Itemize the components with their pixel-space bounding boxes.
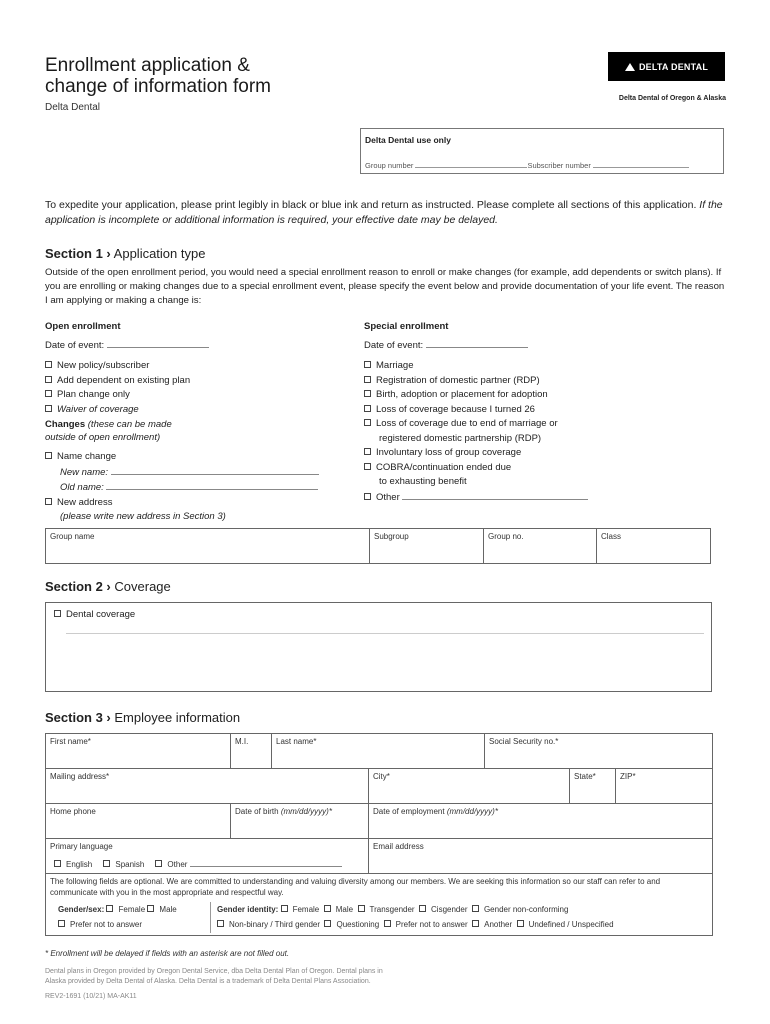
dob-label: Date of birth (mm/dd/yyyy)*	[235, 807, 332, 816]
checkbox-icon[interactable]	[472, 920, 479, 927]
language-option[interactable]: Other	[155, 860, 187, 869]
checkbox-icon[interactable]	[147, 905, 154, 912]
section-1-heading	[45, 246, 205, 261]
home-phone-label: Home phone	[50, 807, 96, 816]
other-field[interactable]	[402, 490, 588, 500]
open-option[interactable]: Plan change only	[45, 388, 190, 403]
last-name-label: Last name*	[276, 737, 317, 746]
checkbox-icon[interactable]	[358, 905, 365, 912]
special-date-row	[364, 338, 528, 354]
new-name-label: New name:	[60, 466, 109, 478]
intro-paragraph	[45, 198, 735, 228]
open-option[interactable]: Add dependent on existing plan	[45, 374, 190, 389]
logo-text: DELTA DENTAL	[638, 61, 709, 72]
special-options-list	[364, 359, 588, 505]
checkbox-icon[interactable]	[45, 498, 52, 505]
use-only-heading: Delta Dental use only	[365, 135, 451, 145]
special-enrollment-heading: Special enrollment	[364, 321, 449, 332]
title-line-1: Enrollment application &	[45, 55, 250, 76]
checkbox-icon[interactable]	[45, 452, 52, 459]
checkbox-icon[interactable]	[364, 463, 371, 470]
section-3-title: Employee information	[114, 710, 241, 725]
checkbox-icon[interactable]	[45, 405, 52, 412]
chevron-right-icon: ›	[106, 710, 111, 725]
delta-dental-logo	[608, 52, 725, 81]
section-1-number: Section 1	[45, 246, 103, 261]
form-code: REV2-1691 (10/21) MA-AK11	[45, 993, 137, 1000]
email-label: Email address	[373, 842, 424, 851]
checkbox-icon[interactable]	[324, 905, 331, 912]
title-line-2: change of information form	[45, 76, 272, 97]
changes-bold: Changes	[45, 419, 86, 430]
gender-row-2[interactable]: Prefer not to answer	[58, 920, 142, 929]
delta-dental-use-only-box	[360, 128, 724, 174]
open-enrollment-heading: Open enrollment	[45, 321, 121, 332]
mi-label: M.I.	[235, 737, 249, 746]
checkbox-icon[interactable]	[419, 905, 426, 912]
group-number-label: Group number	[365, 161, 414, 170]
language-option[interactable]: Spanish	[103, 860, 144, 869]
section-1-title: Application type	[113, 246, 206, 261]
state-label: State*	[574, 772, 596, 781]
checkbox-icon[interactable]	[384, 920, 391, 927]
city-label: City*	[373, 772, 390, 781]
optional-note: The following fields are optional. We are committed to understanding and valuing diversity among our members. We are seeking this information so our staff can refer to and communicate with you in the most appropriate and respectful way.	[50, 877, 661, 897]
identity-label: Gender identity:	[217, 905, 279, 914]
checkbox-icon[interactable]	[517, 920, 524, 927]
open-date-row	[45, 338, 209, 354]
checkbox-icon[interactable]	[364, 419, 371, 426]
intro-text: To expedite your application, please print legibly in black or blue ink and return as instructed. Please complete all sections of this application.	[45, 199, 697, 211]
checkbox-icon[interactable]	[54, 860, 61, 867]
zip-label: ZIP*	[620, 772, 636, 781]
section-2-heading	[45, 579, 171, 594]
waiver-option[interactable]: Waiver of coverage	[45, 403, 190, 418]
gender-label: Gender/sex:	[58, 905, 105, 914]
section-3-heading	[45, 710, 240, 725]
delta-triangle-icon	[625, 63, 635, 71]
ssn-label: Social Security no.*	[489, 737, 559, 746]
new-address-option[interactable]: New address	[45, 496, 319, 511]
checkbox-icon[interactable]	[364, 405, 371, 412]
open-date-label: Date of event:	[45, 340, 105, 351]
legal-line-1: Dental plans in Oregon provided by Oregon Dental Service, dba Delta Dental Plan of Oregon. Dental plans in	[45, 968, 383, 975]
identity-row-2: Non-binary / Third gender Questioning Prefer not to answer Another Undefined / Unspecified	[217, 920, 614, 929]
special-option[interactable]: Loss of coverage because I turned 26	[364, 403, 588, 418]
chevron-right-icon: ›	[106, 246, 111, 261]
checkbox-icon[interactable]	[364, 390, 371, 397]
checkbox-icon[interactable]	[364, 361, 371, 368]
gender-row-1: Gender/sex: Female Male	[58, 905, 177, 914]
special-option[interactable]: Involuntary loss of group coverage	[364, 446, 588, 461]
special-option[interactable]: Birth, adoption or placement for adoption	[364, 388, 588, 403]
checkbox-icon[interactable]	[58, 920, 65, 927]
checkbox-icon[interactable]	[364, 376, 371, 383]
group-no-label: Group no.	[488, 532, 524, 541]
first-name-label: First name*	[50, 737, 91, 746]
checkbox-icon[interactable]	[103, 860, 110, 867]
primary-language-label: Primary language	[50, 842, 113, 851]
special-option[interactable]: Registration of domestic partner (RDP)	[364, 374, 588, 389]
old-name-label: Old name:	[60, 482, 104, 493]
intro-italic: If the application is incomplete or additional information is required, your effective date may be delayed.	[45, 199, 723, 226]
checkbox-icon[interactable]	[217, 920, 224, 927]
language-option[interactable]: English	[54, 860, 92, 869]
section-2-title: Coverage	[114, 579, 171, 594]
open-options-list	[45, 359, 190, 417]
checkbox-icon[interactable]	[364, 448, 371, 455]
special-date-label: Date of event:	[364, 340, 424, 351]
subgroup-label: Subgroup	[374, 532, 409, 541]
checkbox-icon[interactable]	[54, 610, 61, 617]
rdp-continuation: registered domestic partnership (RDP)	[379, 432, 542, 444]
new-name-field[interactable]	[111, 465, 319, 475]
changes-list	[45, 450, 319, 525]
checkbox-icon[interactable]	[45, 376, 52, 383]
checkbox-icon[interactable]	[155, 860, 162, 867]
checkbox-icon[interactable]	[472, 905, 479, 912]
section-1-description: Outside of the open enrollment period, you would need a special enrollment reason to enroll or make changes (for example, add dependents or switch plans). If you are enrolling or making changes due to a special enrollment event, please specify the event below and provide documentation of your life event. The reason I am applying or making a change is:	[45, 267, 725, 306]
other-language-field[interactable]	[190, 857, 342, 867]
asterisk-note: * Enrollment will be delayed if fields with an asterisk are not filled out.	[45, 949, 290, 958]
identity-row-1: Gender identity: Female Male Transgender Cisgender Gender non-conforming	[217, 905, 569, 914]
legal-text	[45, 967, 383, 987]
checkbox-icon[interactable]	[106, 905, 113, 912]
changes-heading: Changes (these can be made outside of open enrollment)	[45, 419, 172, 443]
page-subtitle: Delta Dental	[45, 102, 101, 113]
class-label: Class	[601, 532, 622, 541]
new-address-note: (please write new address in Section 3)	[60, 511, 226, 522]
checkbox-icon[interactable]	[45, 390, 52, 397]
special-option[interactable]: Marriage	[364, 359, 588, 374]
checkbox-icon[interactable]	[45, 361, 52, 368]
subscriber-number-label: Subscriber number	[527, 161, 591, 170]
employee-info-grid	[45, 733, 713, 936]
open-date-field[interactable]	[107, 338, 209, 348]
subscriber-number-field[interactable]	[593, 159, 689, 168]
page-title	[45, 55, 271, 97]
special-option[interactable]: Loss of coverage due to end of marriage or	[364, 417, 588, 432]
chevron-right-icon: ›	[106, 579, 111, 594]
group-name-label: Group name	[50, 532, 95, 541]
coverage-box	[45, 602, 712, 692]
mailing-address-label: Mailing address*	[50, 772, 110, 781]
section-3-number: Section 3	[45, 710, 103, 725]
special-date-field[interactable]	[426, 338, 528, 348]
doe-label: Date of employment (mm/dd/yyyy)*	[373, 807, 498, 816]
name-change-option[interactable]: Name change	[45, 450, 319, 465]
open-option[interactable]: New policy/subscriber	[45, 359, 190, 374]
group-info-grid	[45, 528, 711, 564]
checkbox-icon[interactable]	[281, 905, 288, 912]
legal-line-2: Alaska provided by Delta Dental of Alaska. Delta Dental is a trademark of Delta Dental Plans Association.	[45, 978, 371, 985]
section-2-number: Section 2	[45, 579, 103, 594]
special-option[interactable]: COBRA/continuation ended due	[364, 461, 588, 476]
group-number-field[interactable]	[415, 159, 527, 168]
old-name-field[interactable]	[106, 480, 318, 490]
special-option-other[interactable]: Other	[364, 490, 588, 506]
checkbox-icon[interactable]	[324, 920, 331, 927]
cobra-continuation: to exhausting benefit	[379, 476, 467, 487]
dental-coverage-option[interactable]: Dental coverage	[54, 608, 135, 623]
checkbox-icon[interactable]	[364, 493, 371, 500]
language-options	[54, 857, 342, 869]
logo-subtitle: Delta Dental of Oregon & Alaska	[618, 95, 726, 102]
